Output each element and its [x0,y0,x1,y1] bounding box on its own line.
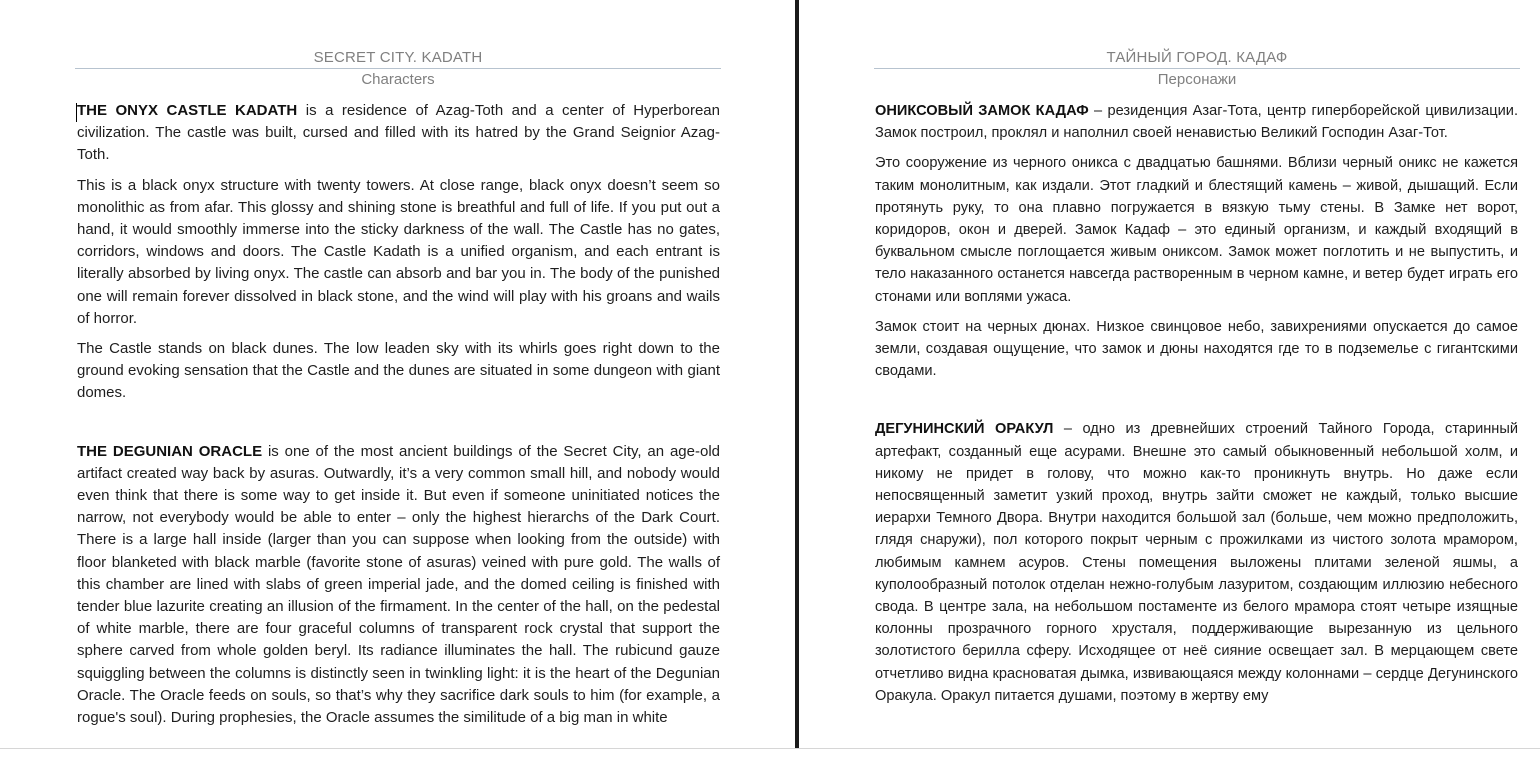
paragraph-heading: THE DEGUNIAN ORACLE [77,442,263,460]
paragraph-text: is a residence of Azag-Toth and a center of Hyperborean civilization. The castle was built, cursed and filled with its hatred by the Grand Seignior Azag-Toth. [77,102,720,164]
paragraph-text: Замок стоит на черных дюнах. Низкое свинцовое небо, завихрениями опускается до самое земли, создавая ощущение, что замок и дюны находятся где то в подземелье с гигантскими сводами. [875,318,1518,380]
paragraph-text: This is a black onyx structure with twenty towers. At close range, black onyx doesn’t seem so monolithic as from afar. This glossy and shining stone is breathful and full of life. If you put out a hand, it would smoothly immerse into the sticky darkness of the wall. The Castle has no gates, corridors, windows and doors. The Castle Kadath is a unified organism, and each entrant is literally absorbed by living onyx. The castle can absorb and bar you in. The body of the punished one will remain forever dissolved in black stone, and the wind will play with his groans and wails of horror. [77,176,720,327]
paragraph[interactable] [77,441,720,730]
paragraph[interactable] [875,100,1518,144]
paragraph-text: The Castle stands on black dunes. The low leaden sky with its whirls goes right down to the ground evoking sensation that the Castle and the dunes are situated in some dungeon with giant domes. [77,340,720,402]
page-header [874,48,1520,90]
page-header [75,48,721,90]
window-bottom-edge [0,748,1540,771]
paragraph-text: – резиденция Азаг-Тота, центр гиперборейской цивилизации. Замок построил, проклял и наполнил своей ненавистью Великий Господин Азаг-Тот. [875,103,1518,142]
paragraph[interactable] [77,100,720,167]
document-page-russian[interactable] [799,0,1540,748]
paragraph[interactable] [875,418,1518,707]
paragraph-text: is one of the most ancient buildings of the Secret City, an age-old artifact created way back by asuras. Outwardly, it’s a very common small hill, and nobody would even think that there is some way to get inside it. But even if someone uninitiated notices the narrow, not everybody would be able to enter – only the highest hierarchs of the Dark Court. There is a large hall inside (larger than you can suppose when looking from the outside) with floor blanketed with black marble (favorite stone of asuras) veined with pure gold. The walls of this chamber are lined with slabs of green imperial jade, and the domed ceiling is finished with tender blue lazurite creating an illusion of the firmament. In the center of the hall, on the pedestal of white marble, there are four graceful columns of transparent rock crystal that support the sphere carved from whole golden beryl. Its radiance illuminates the hall. The rubicund gauze squiggling between the columns is distinctly seen in twinkling light: it is the heart of the Degunian Oracle. The Oracle feeds on souls, so that’s why they sacrifice dark souls to him (for example, a rogue's soul). During prophesies, the Oracle assumes the similitude of a big man in white [77,442,720,727]
paragraph-text: – одно из древнейших строений Тайного Города, старинный артефакт, созданный еще асурами. Внешне это самый обыкновенный небольшой холм, и никому не придет в голову, что можно как-то проникнуть внутрь. Но даже если непосвященный заметит узкий проход, внутрь зайти сможет не каждый, только высшие иерархи Темного Двора. Внутри находится большой зал (больше, чем можно предположить, глядя снаружи), пол которого покрыт черным с прожилками из чистого золота мрамором, любимым камнем асуров. Стены помещения выложены плитами зеленой яшмы, а куполообразный потолок отделан нежно-голубым лазуритом, создающим иллюзию небесного свода. В центре зала, на небольшом постаменте из белого мрамора стоят четыре изящные колонны прозрачного горного хрусталя, поддерживающие вырезанную из цельного золотистого берилла сферу. Исходящее от неё сияние освещает зал. В мерцающем свете отчетливо видна красноватая дымка, извивающаяся между колоннами – сердце Дегунинского Оракула. Оракул питается душами, поэтому в жертву ему [875,421,1518,704]
paragraph[interactable] [77,338,720,405]
paragraph[interactable] [875,152,1518,307]
header-rule [75,68,721,69]
header-rule [874,68,1520,69]
paragraph-text: Это сооружение из черного оникса с двадцатью башнями. Вблизи черный оникс не кажется таким монолитным, как издали. Этот гладкий и блестящий камень – живой, дышащий. Если протянуть руку, то она плавно погружается в вязкую тьму стены. В Замке нет ворот, коридоров, окон и дверей. Замок Кадаф – это единый организм, и каждый входящий в буквальном смысле поглощается живым ониксом. Замок может поглотить и не выпустить, и тело наказанного останется навсегда растворенным в черном камне, и ветер будет играть его стонами или воплями ужаса. [875,155,1518,305]
paragraph-heading: THE ONYX CASTLE KADATH [77,102,298,119]
header-title: ТАЙНЫЙ ГОРОД. КАДАФ [1106,49,1288,66]
paragraph[interactable] [77,175,720,330]
paragraph-heading: ДЕГУНИНСКИЙ ОРАКУЛ [875,421,1054,438]
document-body[interactable] [875,100,1518,715]
paragraph[interactable] [875,316,1518,383]
header-title: SECRET CITY. KADATH [313,49,483,66]
document-body[interactable] [77,100,720,737]
header-subtitle: Characters [361,71,435,88]
paragraph-heading: ОНИКСОВЫЙ ЗАМОК КАДАФ [875,103,1089,119]
header-subtitle: Персонажи [1157,71,1237,88]
